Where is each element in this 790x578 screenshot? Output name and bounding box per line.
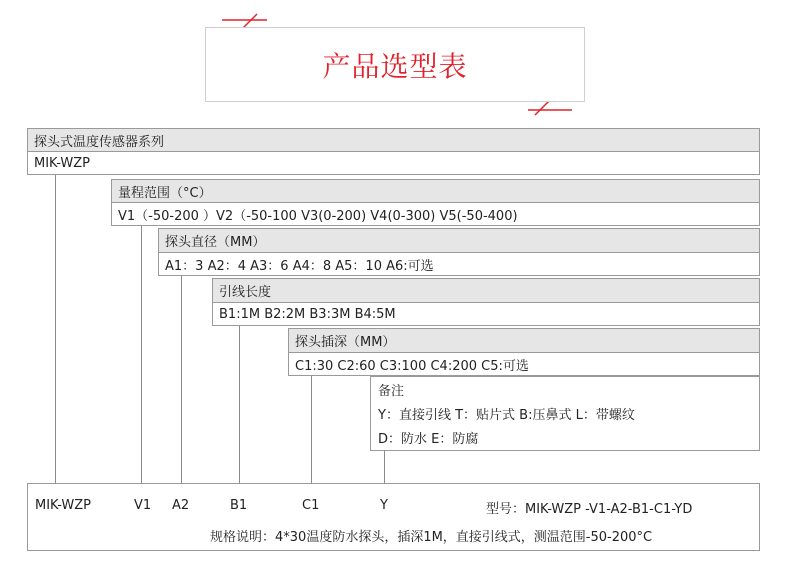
example-code-depth: C1	[302, 498, 320, 513]
connector-series	[55, 175, 56, 483]
depth-options: C1:30 C2:60 C3:100 C4:200 C5:可选	[288, 352, 760, 376]
example-code-lead: B1	[230, 498, 248, 513]
lead-header: 引线长度	[212, 278, 760, 302]
example-description: 规格说明：4*30温度防水探头，插深1M，直接引线式，测温范围-50-200°C	[210, 530, 653, 545]
range-options: V1（-50-200 ）V2（-50-100 V3(0-200) V4(0-300) V5(-50-400)	[111, 202, 760, 226]
series-model: MIK-WZP	[27, 151, 760, 175]
lead-options: B1:1M B2:2M B3:3M B4:5M	[212, 302, 760, 326]
remarks-header: 备注	[378, 383, 405, 399]
diameter-options: A1：3 A2：4 A3：6 A4：8 A5：10 A6:可选	[158, 252, 760, 276]
example-code-diameter: A2	[172, 498, 190, 513]
connector-lead	[239, 326, 240, 483]
page-title: 产品选型表	[322, 49, 468, 83]
range-header: 量程范围（°C）	[111, 179, 760, 202]
example-code-range: V1	[134, 498, 152, 513]
connector-remarks	[384, 451, 385, 483]
remarks-line2: D：防水 E：防腐	[378, 431, 479, 447]
example-code-remark: Y	[380, 498, 388, 513]
connector-diameter	[181, 276, 182, 483]
diameter-header: 探头直径（MM）	[158, 228, 760, 252]
series-header: 探头式温度传感器系列	[27, 128, 760, 151]
depth-header: 探头插深（MM）	[288, 328, 760, 352]
example-code-series: MIK-WZP	[35, 498, 91, 513]
connector-range	[141, 226, 142, 483]
connector-depth	[311, 376, 312, 483]
example-model-label: 型号：MIK-WZP -V1-A2-B1-C1-YD	[486, 502, 693, 517]
remarks-line1: Y：直接引线 T：贴片式 B:压鼻式 L：带螺纹	[378, 407, 635, 423]
